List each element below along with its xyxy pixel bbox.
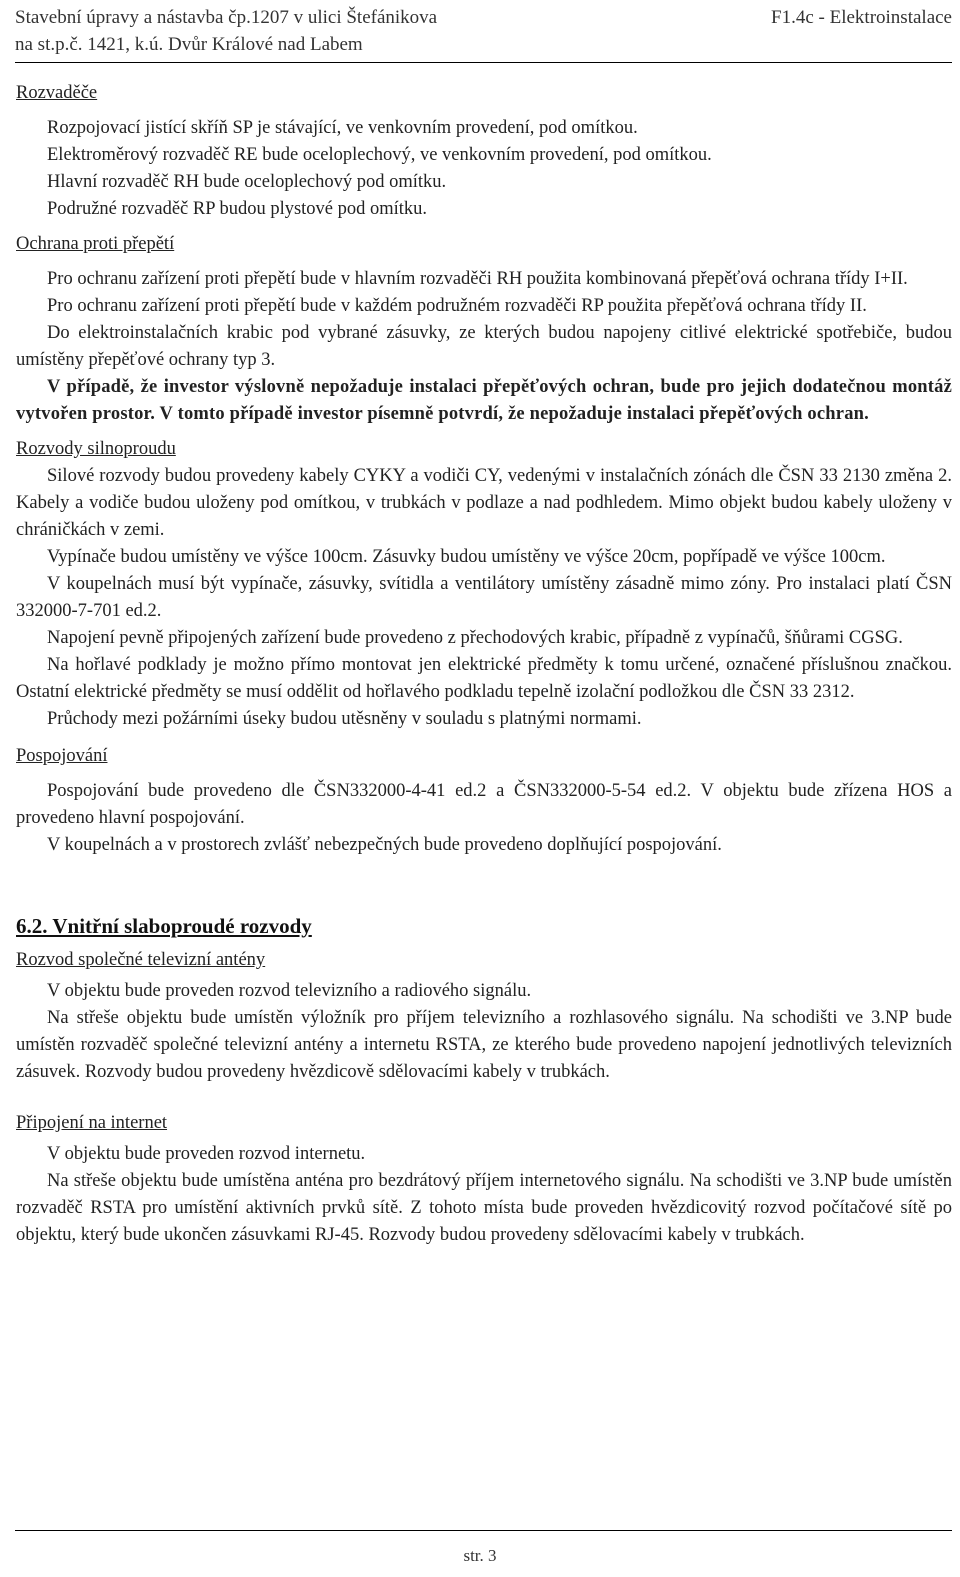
heading-pripojeni-na-internet: Připojení na internet bbox=[16, 1113, 168, 1133]
paragraph: Na střeše objektu bude umístěna anténa pro bezdrátový příjem internetového signálu. Na schodišti ve 3.NP bude umístěn rozvaděč RSTA pro umístění aktivních prvků sítě. Z tohoto místa bude proveden hvězdicovitý rozvod počítačové sítě po objektu, který bude ukončen zásuvkami RJ-45. Rozvody budou provedeny sdělovacími kabely v trubkách. bbox=[16, 1171, 952, 1245]
heading-pospojovani: Pospojování bbox=[16, 746, 108, 766]
heading-ochrana-proti-prepeti: Ochrana proti přepětí bbox=[16, 234, 175, 254]
paragraph: V koupelnách a v prostorech zvlášť nebezpečných bude provedeno doplňující pospojování. bbox=[47, 835, 722, 855]
paragraph: Rozpojovací jistící skříň SP je stávající, ve venkovním provedení, pod omítkou. bbox=[47, 118, 638, 138]
paragraph: Vypínače budou umístěny ve výšce 100cm. Zásuvky budou umístěny ve výšce 20cm, popřípadě ve výšce 100cm. bbox=[47, 547, 886, 567]
paragraph: Elektroměrový rozvaděč RE bude oceloplechový, ve venkovním provedení, pod omítkou. bbox=[47, 145, 712, 165]
heading-spolecna-televizni-antena: Rozvod společné televizní antény bbox=[16, 950, 266, 970]
header-title-line2: na st.p.č. 1421, k.ú. Dvůr Králové nad Labem bbox=[15, 34, 363, 55]
heading-rozvadece: Rozvaděče bbox=[16, 83, 98, 103]
header-title-line1: Stavební úpravy a nástavba čp.1207 v ulici Štefánikova bbox=[15, 7, 438, 28]
bold-paragraph: V případě, že investor výslovně nepožaduje instalaci přepěťových ochran, bude pro jejich dodatečnou montáž vytvořen prostor. V tomto případě investor písemně potvrdí, že nepožaduje instalaci přepěťových ochran. bbox=[16, 377, 952, 424]
paragraph: V koupelnách musí být vypínače, zásuvky, svítidla a ventilátory umístěny zásadně mimo zóny. Pro instalaci platí ČSN 332000-7-701 ed.2. bbox=[16, 574, 952, 621]
paragraph: Pro ochranu zařízení proti přepětí bude v hlavním rozvaděči RH použita kombinovaná přepěťová ochrana třídy I+II. bbox=[47, 269, 908, 289]
paragraph: Do elektroinstalačních krabic pod vybrané zásuvky, ze kterých budou napojeny citlivé elektrické spotřebiče, budou umístěny přepěťové ochrany typ 3. bbox=[16, 323, 952, 370]
paragraph: Podružné rozvaděč RP budou plystové pod omítku. bbox=[47, 199, 428, 219]
paragraph: Pro ochranu zařízení proti přepětí bude v každém podružném rozvaděči RP použita přepěťová ochrana třídy II. bbox=[47, 296, 867, 316]
section-title-6-2: 6.2. Vnitřní slaboproudé rozvody bbox=[16, 914, 312, 938]
paragraph: Na střeše objektu bude umístěn výložník pro příjem televizního a rozhlasového signálu. Na schodišti ve 3.NP bude umístěn rozvaděč společné televizní antény a internetu RSTA, ze kterého bude provedeno napojení jednotlivých televizních zásuvek. Rozvody budou provedeny hvězdicově sdělovacími kabely v trubkách. bbox=[16, 1008, 952, 1082]
paragraph: V objektu bude proveden rozvod internetu. bbox=[47, 1144, 366, 1164]
footer-divider bbox=[15, 1530, 952, 1531]
paragraph: Silové rozvody budou provedeny kabely CYKY a vodiči CY, vedenými v instalačních zónách dle ČSN 33 2130 změna 2. Kabely a vodiče budou uloženy pod omítkou, v trubkách v podlaze a nad podhledem. Mimo objekt budou kabely uloženy v chráničkách v zemi. bbox=[16, 466, 952, 540]
heading-rozvody-silnoproudu: Rozvody silnoproudu bbox=[16, 439, 176, 459]
page-content bbox=[16, 80, 952, 1249]
header-project bbox=[15, 4, 437, 58]
paragraph: Napojení pevně připojených zařízení bude provedeno z přechodových krabic, případně z vypínačů, šňůrami CGSG. bbox=[47, 628, 903, 648]
header-document-code: F1.4c - Elektroinstalace bbox=[771, 7, 952, 28]
paragraph: V objektu bude proveden rozvod televizního a radiového signálu. bbox=[47, 981, 532, 1001]
paragraph: Na hořlavé podklady je možno přímo montovat jen elektrické předměty k tomu určené, označené příslušnou značkou. Ostatní elektrické předměty se musí oddělit od hořlavého podkladu tepelně izolační podložkou dle ČSN 33 2312. bbox=[16, 655, 952, 702]
page-number: str. 3 bbox=[463, 1546, 497, 1565]
page-header bbox=[15, 4, 952, 63]
paragraph: Průchody mezi požárními úseky budou utěsněny v souladu s platnými normami. bbox=[47, 709, 642, 729]
paragraph: Pospojování bude provedeno dle ČSN332000-4-41 ed.2 a ČSN332000-5-54 ed.2. V objektu bude zřízena HOS a provedeno hlavní pospojování. bbox=[16, 781, 952, 828]
paragraph: Hlavní rozvaděč RH bude oceloplechový pod omítku. bbox=[47, 172, 447, 192]
